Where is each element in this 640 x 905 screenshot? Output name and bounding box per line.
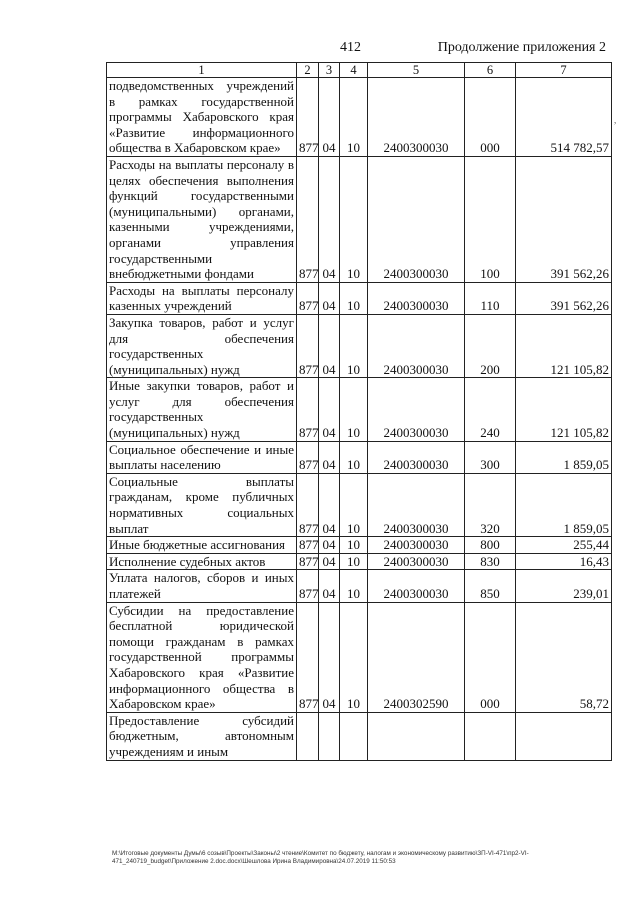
page-number: 412	[340, 40, 361, 55]
subsection-code: 10	[340, 78, 368, 157]
amount: 514 782,57	[516, 78, 612, 157]
amount: 391 562,26	[516, 282, 612, 314]
target-article-code: 2400300030	[368, 553, 465, 570]
amount: 58,72	[516, 602, 612, 712]
ministry-code: 877	[297, 378, 319, 441]
section-code: 04	[319, 156, 340, 282]
target-article-code: 2400300030	[368, 570, 465, 602]
section-code: 04	[319, 282, 340, 314]
section-code: 04	[319, 537, 340, 554]
target-article-code: 2400300030	[368, 537, 465, 554]
expense-type-code: 850	[465, 570, 516, 602]
ministry-code: 877	[297, 570, 319, 602]
row-description: подведомственных учреждений в рамках государственной программы Хабаровского края «Развитие информационного общества в Хабаровском крае»	[107, 78, 297, 157]
ministry-code: 877	[297, 602, 319, 712]
section-code: 04	[319, 570, 340, 602]
amount	[516, 712, 612, 760]
target-article-code: 2400300030	[368, 378, 465, 441]
row-description: Социальные выплаты гражданам, кроме публичных нормативных социальных выплат	[107, 473, 297, 536]
column-header: 2	[297, 63, 319, 78]
target-article-code: 2400300030	[368, 282, 465, 314]
section-code: 04	[319, 553, 340, 570]
table-row	[107, 537, 612, 554]
row-description: Закупка товаров, работ и услуг для обеспечения государственных (муниципальных) нужд	[107, 314, 297, 377]
table-row	[107, 712, 612, 760]
table-row	[107, 553, 612, 570]
row-description: Расходы на выплаты персоналу в целях обеспечения выполнения функций государственными (муниципальными) органами, казенными учреждениями, органами управления государственными внебюджетными фондами	[107, 156, 297, 282]
column-header: 4	[340, 63, 368, 78]
ministry-code: 877	[297, 537, 319, 554]
ministry-code: 877	[297, 441, 319, 473]
ministry-code: 877	[297, 156, 319, 282]
target-article-code: 2400300030	[368, 156, 465, 282]
subsection-code: 10	[340, 537, 368, 554]
row-description: Предоставление субсидий бюджетным, автономным учреждениям и иным	[107, 712, 297, 760]
row-description: Иные закупки товаров, работ и услуг для обеспечения государственных (муниципальных) нужд	[107, 378, 297, 441]
table-row	[107, 473, 612, 536]
subsection-code: 10	[340, 378, 368, 441]
target-article-code: 2400300030	[368, 441, 465, 473]
budget-table	[106, 62, 612, 761]
amount: 1 859,05	[516, 441, 612, 473]
column-header: 7	[516, 63, 612, 78]
column-header: 1	[107, 63, 297, 78]
margin-mark: ,	[614, 115, 617, 125]
subsection-code: 10	[340, 473, 368, 536]
amount: 1 859,05	[516, 473, 612, 536]
ministry-code: 877	[297, 314, 319, 377]
table-row	[107, 314, 612, 377]
subsection-code: 10	[340, 553, 368, 570]
expense-type-code: 110	[465, 282, 516, 314]
amount: 121 105,82	[516, 314, 612, 377]
table-row	[107, 78, 612, 157]
column-header: 5	[368, 63, 465, 78]
section-code: 04	[319, 78, 340, 157]
expense-type-code: 830	[465, 553, 516, 570]
section-code: 04	[319, 602, 340, 712]
expense-type-code: 240	[465, 378, 516, 441]
expense-type-code: 800	[465, 537, 516, 554]
expense-type-code: 320	[465, 473, 516, 536]
amount: 16,43	[516, 553, 612, 570]
target-article-code: 2400300030	[368, 78, 465, 157]
subsection-code: 10	[340, 602, 368, 712]
amount: 239,01	[516, 570, 612, 602]
section-code: 04	[319, 378, 340, 441]
ministry-code	[297, 712, 319, 760]
ministry-code: 877	[297, 78, 319, 157]
subsection-code: 10	[340, 570, 368, 602]
row-description: Социальное обеспечение и иные выплаты населению	[107, 441, 297, 473]
subsection-code	[340, 712, 368, 760]
section-code: 04	[319, 314, 340, 377]
subsection-code: 10	[340, 156, 368, 282]
document-footer-path: M:\Итоговые документы Думы\6 созыв\Проекты\Законы\2 чтение\Комитет по бюджету, налогам и экономическому развитию\ЗП-VI-471\пр2-VI-471_240719_budget\Приложение 2.doc.docx\Шешлова Ирина Владимировна\24.07.2019 11:50:53	[112, 850, 529, 865]
target-article-code: 2400300030	[368, 473, 465, 536]
row-description: Уплата налогов, сборов и иных платежей	[107, 570, 297, 602]
column-header: 6	[465, 63, 516, 78]
column-header: 3	[319, 63, 340, 78]
section-code: 04	[319, 473, 340, 536]
ministry-code: 877	[297, 553, 319, 570]
amount: 391 562,26	[516, 156, 612, 282]
target-article-code	[368, 712, 465, 760]
target-article-code: 2400300030	[368, 314, 465, 377]
table-row	[107, 602, 612, 712]
subsection-code: 10	[340, 314, 368, 377]
amount: 121 105,82	[516, 378, 612, 441]
row-description: Исполнение судебных актов	[107, 553, 297, 570]
expense-type-code: 000	[465, 78, 516, 157]
ministry-code: 877	[297, 282, 319, 314]
table-row	[107, 282, 612, 314]
appendix-continuation-label: Продолжение приложения 2	[437, 40, 606, 55]
ministry-code: 877	[297, 473, 319, 536]
expense-type-code: 100	[465, 156, 516, 282]
amount: 255,44	[516, 537, 612, 554]
expense-type-code: 000	[465, 602, 516, 712]
table-row	[107, 570, 612, 602]
expense-type-code: 200	[465, 314, 516, 377]
subsection-code: 10	[340, 282, 368, 314]
row-description: Иные бюджетные ассигнования	[107, 537, 297, 554]
target-article-code: 2400302590	[368, 602, 465, 712]
column-number-row	[107, 63, 612, 78]
table-row	[107, 156, 612, 282]
row-description: Субсидии на предоставление бесплатной юридической помощи гражданам в рамках государственной программы Хабаровского края «Развитие информационного общества в Хабаровском крае»	[107, 602, 297, 712]
section-code: 04	[319, 441, 340, 473]
row-description: Расходы на выплаты персоналу казенных учреждений	[107, 282, 297, 314]
section-code	[319, 712, 340, 760]
table-row	[107, 378, 612, 441]
expense-type-code	[465, 712, 516, 760]
expense-type-code: 300	[465, 441, 516, 473]
subsection-code: 10	[340, 441, 368, 473]
table-row	[107, 441, 612, 473]
